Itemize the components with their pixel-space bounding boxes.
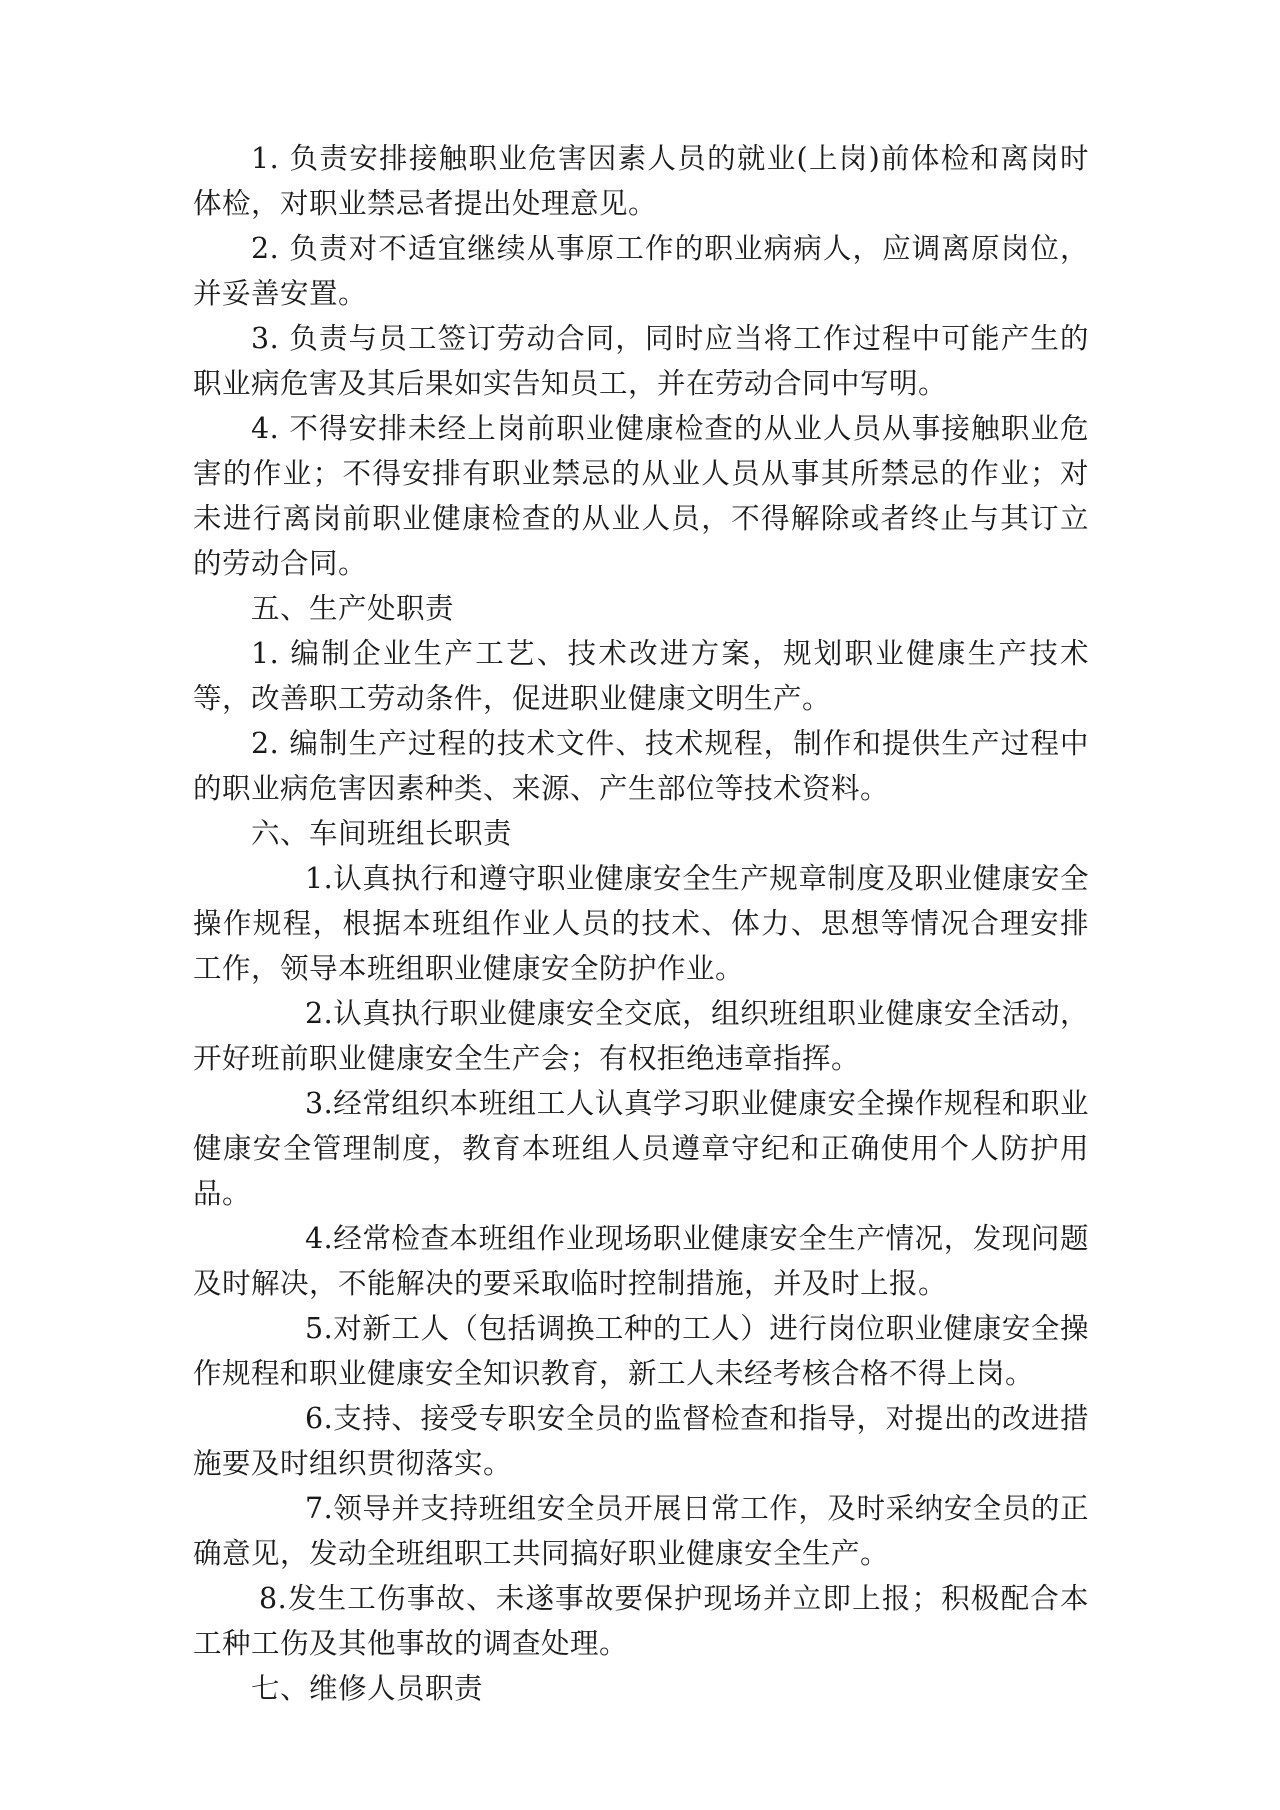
paragraph-team-leader-8: 8.发生工伤事故、未遂事故要保护现场并立即上报；积极配合本工种工伤及其他事故的调查处理。 [193,1582,1089,1660]
paragraph-hr-3: 3. 负责与员工签订劳动合同，同时应当将工作过程中可能产生的职业病危害及其后果如实告知员工，并在劳动合同中写明。 [193,322,1089,400]
paragraph-team-leader-5: 5.对新工人（包括调换工种的工人）进行岗位职业健康安全操作规程和职业健康安全知识教育，新工人未经考核合格不得上岗。 [193,1312,1089,1390]
paragraph-production-2: 2. 编制生产过程的技术文件、技术规程，制作和提供生产过程中的职业病危害因素种类、来源、产生部位等技术资料。 [193,727,1089,805]
paragraph-team-leader-2: 2.认真执行职业健康安全交底，组织班组职业健康安全活动，开好班前职业健康安全生产会；有权拒绝违章指挥。 [193,997,1089,1075]
paragraph-team-leader-1: 1.认真执行和遵守职业健康安全生产规章制度及职业健康安全操作规程，根据本班组作业人员的技术、体力、思想等情况合理安排工作，领导本班组职业健康安全防护作业。 [193,862,1089,985]
paragraph-team-leader-3: 3.经常组织本班组工人认真学习职业健康安全操作规程和职业健康安全管理制度，教育本班组人员遵章守纪和正确使用个人防护用品。 [193,1087,1089,1210]
paragraph-hr-2: 2. 负责对不适宜继续从事原工作的职业病病人，应调离原岗位，并妥善安置。 [193,232,1089,310]
paragraph-hr-1: 1. 负责安排接触职业危害因素人员的就业(上岗)前体检和离岗时体检，对职业禁忌者提出处理意见。 [193,142,1089,220]
paragraph-team-leader-7: 7.领导并支持班组安全员开展日常工作，及时采纳安全员的正确意见，发动全班组职工共同搞好职业健康安全生产。 [193,1492,1089,1570]
section-heading-team-leader: 六、车间班组长职责 [251,817,513,850]
section-heading-maintenance: 七、维修人员职责 [251,1672,484,1705]
paragraph-hr-4: 4. 不得安排未经上岗前职业健康检查的从业人员从事接触职业危害的作业；不得安排有职业禁忌的从业人员从事其所禁忌的作业；对未进行离岗前职业健康检查的从业人员，不得解除或者终止与其订立的劳动合同。 [193,412,1089,580]
paragraph-team-leader-6: 6.支持、接受专职安全员的监督检查和指导，对提出的改进措施要及时组织贯彻落实。 [193,1402,1089,1480]
paragraph-team-leader-4: 4.经常检查本班组作业现场职业健康安全生产情况，发现问题及时解决，不能解决的要采取临时控制措施，并及时上报。 [193,1222,1089,1300]
document-page [193,136,1089,1711]
section-heading-production: 五、生产处职责 [251,592,455,625]
paragraph-production-1: 1. 编制企业生产工艺、技术改进方案，规划职业健康生产技术等，改善职工劳动条件，促进职业健康文明生产。 [193,637,1089,715]
